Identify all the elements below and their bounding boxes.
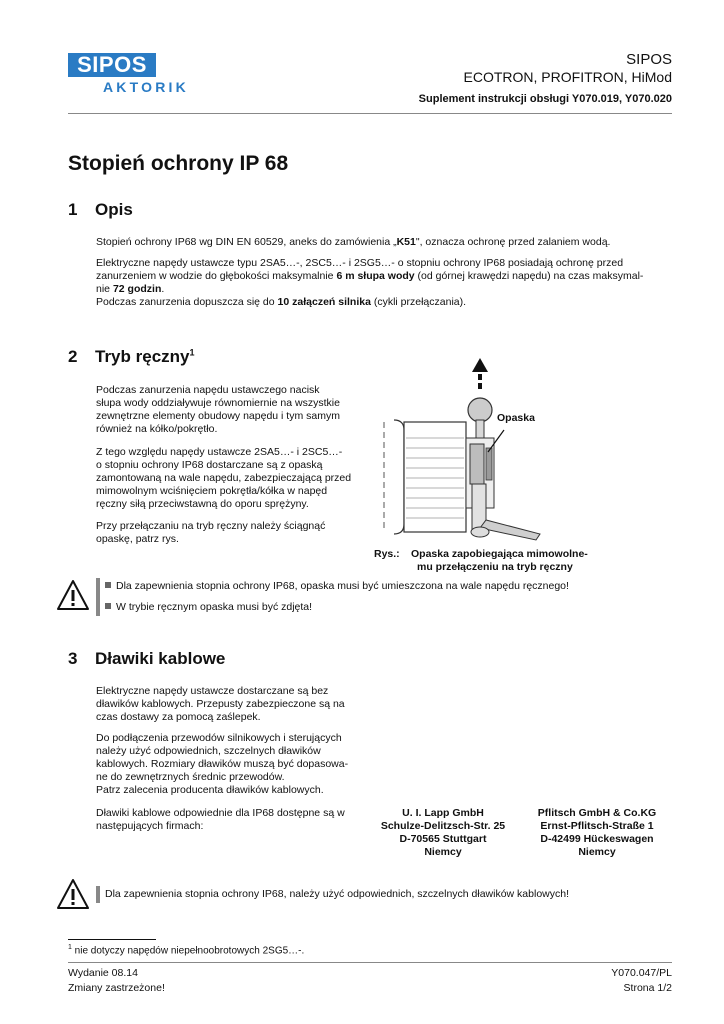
footnote-divider bbox=[68, 939, 156, 940]
warning-icon bbox=[56, 878, 90, 910]
sipos-logo: SIPOS bbox=[68, 53, 156, 77]
header-supplement: Suplement instrukcji obsługi Y070.019, Y070.020 bbox=[418, 93, 672, 105]
arrow-up-icon bbox=[472, 358, 488, 389]
figure-caption: Opaska zapobiegająca mimowolne- mu przełączeniu na tryb ręczny bbox=[411, 548, 588, 573]
footer-doc-code: Y070.047/PL bbox=[611, 967, 672, 979]
warning-icon bbox=[56, 579, 90, 611]
warning-bar bbox=[96, 886, 100, 903]
footer-changes: Zmiany zastrzeżone! bbox=[68, 982, 165, 994]
hand-wheel-figure bbox=[376, 352, 596, 542]
section-1-paragraph-2: Elektryczne napędy ustawcze typu 2SA5…-, 2SC5…- i 2SG5…- o stopniu ochrony IP68 posiadają ochronę przed zanurzeniem w wodzie do głębokości maksymalnie 6 m słupa wody (od górnej krawędzi napędu) na czas maksymal- nie 72 godzin. Podczas zanurzenia dopuszcza się do 10 załączeń silnika (cykli przełączania). bbox=[96, 257, 644, 308]
section-3-paragraph-3: Dławiki kablowe odpowiednie dla IP68 dostępne są w następujących firmach: bbox=[96, 807, 345, 832]
section-2-paragraph-1: Podczas zanurzenia napędu ustawczego nacisk słupa wody oddziaływuje równomiernie na wszystkie zewnętrzne elementy obudowy napędu i tym samym również na kółko/pokrętło. bbox=[96, 384, 340, 435]
footer-edition: Wydanie 08.14 bbox=[68, 967, 138, 979]
section-1-heading: 1 Opis bbox=[68, 200, 133, 219]
section-3-paragraph-1: Elektryczne napędy ustawcze dostarczane są bez dławików kablowych. Przepusty zabezpieczone są na czas dostawy za pomocą zaślepek. bbox=[96, 685, 345, 723]
warning-band-off: W trybie ręcznym opaska musi być zdjęta! bbox=[105, 601, 675, 614]
firm-address-lapp: U. I. Lapp GmbH Schulze-Delitzsch-Str. 25 D-70565 Stuttgart Niemcy bbox=[380, 807, 506, 858]
section-2-paragraph-2: Z tego względu napędy ustawcze 2SA5…- i 2SC5…- o stopniu ochrony IP68 dostarczane są z opaską zamontowaną na wale napędu, zabezpieczającą przed mimowolnym wciśnięciem pokrętła/kółka w napęd ręczny siłą przeciwstawną do oporu sprężyny. bbox=[96, 446, 352, 510]
header-company: SIPOS bbox=[626, 51, 672, 68]
warning-band-on: Dla zapewnienia stopnia ochrony IP68, opaska musi być umieszczona na wale napędu ręcznego! bbox=[105, 580, 675, 593]
header-divider bbox=[68, 113, 672, 114]
header-products: ECOTRON, PROFITRON, HiMod bbox=[463, 69, 672, 85]
warning-bar bbox=[96, 578, 100, 616]
figure-caption-prefix: Rys.: bbox=[374, 548, 400, 560]
footnote: $^1$ nie dotyczy napędów niepełnoobrotowych 2SG5…-. bbox=[68, 944, 305, 957]
page-title: Stopień ochrony IP 68 bbox=[68, 152, 289, 175]
section-2-heading: 2 Tryb ręczny$^1$ bbox=[68, 347, 195, 366]
section-3-paragraph-2: Do podłączenia przewodów silnikowych i sterujących należy użyć odpowiednich, szczelnych dławików kablowych. Rozmiary dławików muszą być dopasowa- ne do zewnętrznych średnic przewodów. Patrz zalecenia producenta dławików kablowych. bbox=[96, 732, 349, 796]
figure-label-opaska: Opaska bbox=[497, 412, 535, 424]
warning-cable-glands: Dla zapewnienia stopnia ochrony IP68, należy użyć odpowiednich, szczelnych dławików kablowych! bbox=[105, 888, 569, 900]
aktorik-logo-text: AKTORIK bbox=[103, 79, 189, 95]
section-2-paragraph-3: Przy przełączaniu na tryb ręczny należy ściągnąć opaskę, patrz rys. bbox=[96, 520, 326, 545]
footer-page-number: Strona 1/2 bbox=[623, 982, 672, 994]
firm-address-pflitsch: Pflitsch GmbH & Co.KG Ernst-Pflitsch-Straße 1 D-42499 Hückeswagen Niemcy bbox=[537, 807, 657, 858]
section-3-heading: 3 Dławiki kablowe bbox=[68, 649, 226, 668]
footer-divider bbox=[68, 962, 672, 963]
section-1-paragraph-1: Stopień ochrony IP68 wg DIN EN 60529, aneks do zamówienia „K51", oznacza ochronę przed zalaniem wodą. bbox=[96, 236, 611, 248]
